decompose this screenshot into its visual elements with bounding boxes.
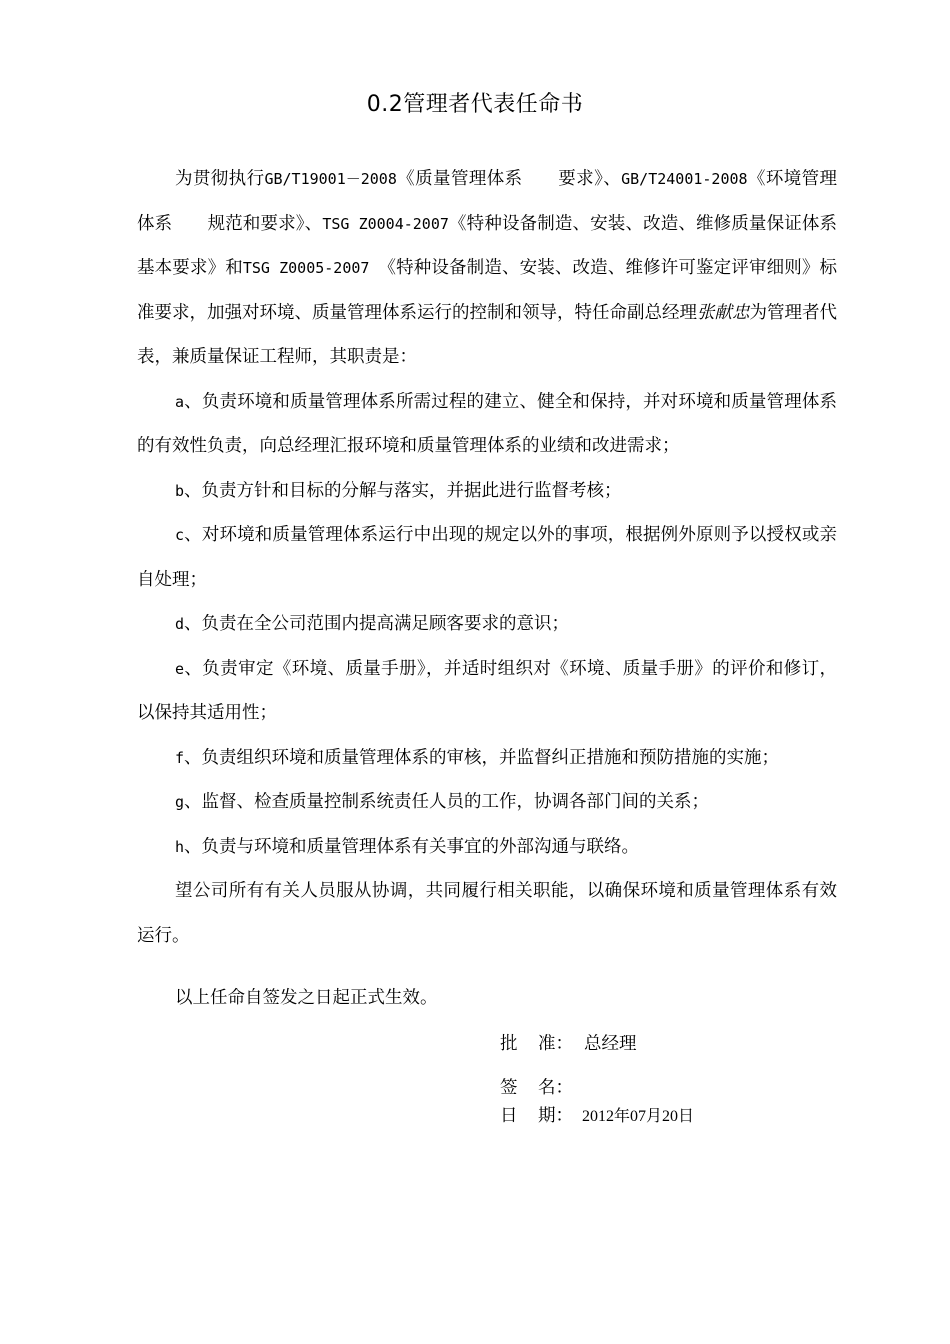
standard-name: 《质量管理体系 要求》、 [396, 169, 622, 189]
closing-paragraph: 望公司所有有关人员服从协调，共同履行相关职能，以确保环境和质量管理体系有效运行。 [137, 881, 837, 946]
duty-letter: g [175, 793, 185, 811]
duty-letter: a [175, 392, 185, 411]
duty-text: 、负责在全公司范围内提高满足顾客要求的意识； [184, 614, 570, 634]
duty-letter: c [175, 526, 185, 544]
signature-row [500, 1074, 694, 1102]
duty-item-d [137, 602, 837, 647]
document-title: 0.2管理者代表任命书 [366, 92, 584, 117]
standard-code: GB/T24001-2008 [621, 170, 748, 188]
standard-code: TSG Z0004-2007 [322, 214, 449, 233]
approval-label: 批 准： [500, 1034, 573, 1054]
duty-item-c [137, 513, 837, 602]
signature-label: 签 名： [500, 1078, 573, 1098]
standard-name: 《特种设备制造、安装、改造、维修质量保证体系基本要求》和 [137, 213, 838, 278]
duty-item-g [137, 780, 837, 825]
duty-item-f [137, 736, 837, 781]
approver-title: 总经理 [584, 1034, 637, 1054]
duty-text: 、对环境和质量管理体系运行中出现的规定以外的事项，根据例外原则予以授权或亲自处理； [137, 525, 837, 590]
duty-item-e [137, 647, 837, 736]
duty-letter: b [175, 481, 185, 500]
standard-code: TSG Z0005-2007 [242, 259, 370, 277]
duty-text: 、监督、检查质量控制系统责任人员的工作，协调各部门间的关系； [184, 792, 710, 812]
standard-code: GB/T19001－2008 [264, 170, 397, 188]
duty-text: 、负责组织环境和质量管理体系的审核，并监督纠正措施和预防措施的实施； [184, 747, 780, 768]
duty-text: 、负责审定《环境、质量手册》，并适时组织对《环境、质量手册》的评价和修订，以保持其适用性； [137, 658, 837, 723]
document-body [137, 157, 837, 958]
duty-letter: e [175, 659, 185, 678]
standard-name: 《特种设备制造、安装、改造、维修许可鉴定评审细则》标准要求，加强对环境、质量管理体系运行的控制和领导，特任命副总经理 [137, 258, 838, 323]
duty-letter: d [175, 615, 185, 633]
duty-letter: f [175, 748, 185, 767]
intro-paragraph [137, 157, 837, 380]
duty-text: 、负责环境和质量管理体系所需过程的建立、健全和保持，并对环境和质量管理体系的有效性负责，向总经理汇报环境和质量管理体系的业绩和改进需求； [137, 391, 837, 456]
approval-row [500, 1030, 694, 1062]
intro-prefix: 为贯彻执行 [175, 169, 265, 189]
signature-block [500, 1030, 694, 1130]
standard-name: 《环境管理体系 规范和要求》、 [137, 169, 838, 234]
duty-item-b [137, 469, 837, 514]
effective-statement: 以上任命自签发之日起正式生效。 [175, 988, 438, 1008]
appointee-name: 张献忠 [697, 302, 750, 323]
duty-item-h [137, 825, 837, 870]
intro-suffix: 为管理者代表，兼质量保证工程师，其职责是： [137, 302, 837, 367]
date-row [500, 1102, 694, 1130]
date-label: 日 期： [500, 1106, 573, 1126]
issue-date: 2012年07月20日 [582, 1108, 695, 1125]
duty-letter: h [175, 837, 185, 856]
duty-text: 、负责与环境和质量管理体系有关事宜的外部沟通与联络。 [184, 836, 640, 857]
duty-text: 、负责方针和目标的分解与落实，并据此进行监督考核； [184, 480, 622, 501]
duty-item-a [137, 380, 837, 469]
